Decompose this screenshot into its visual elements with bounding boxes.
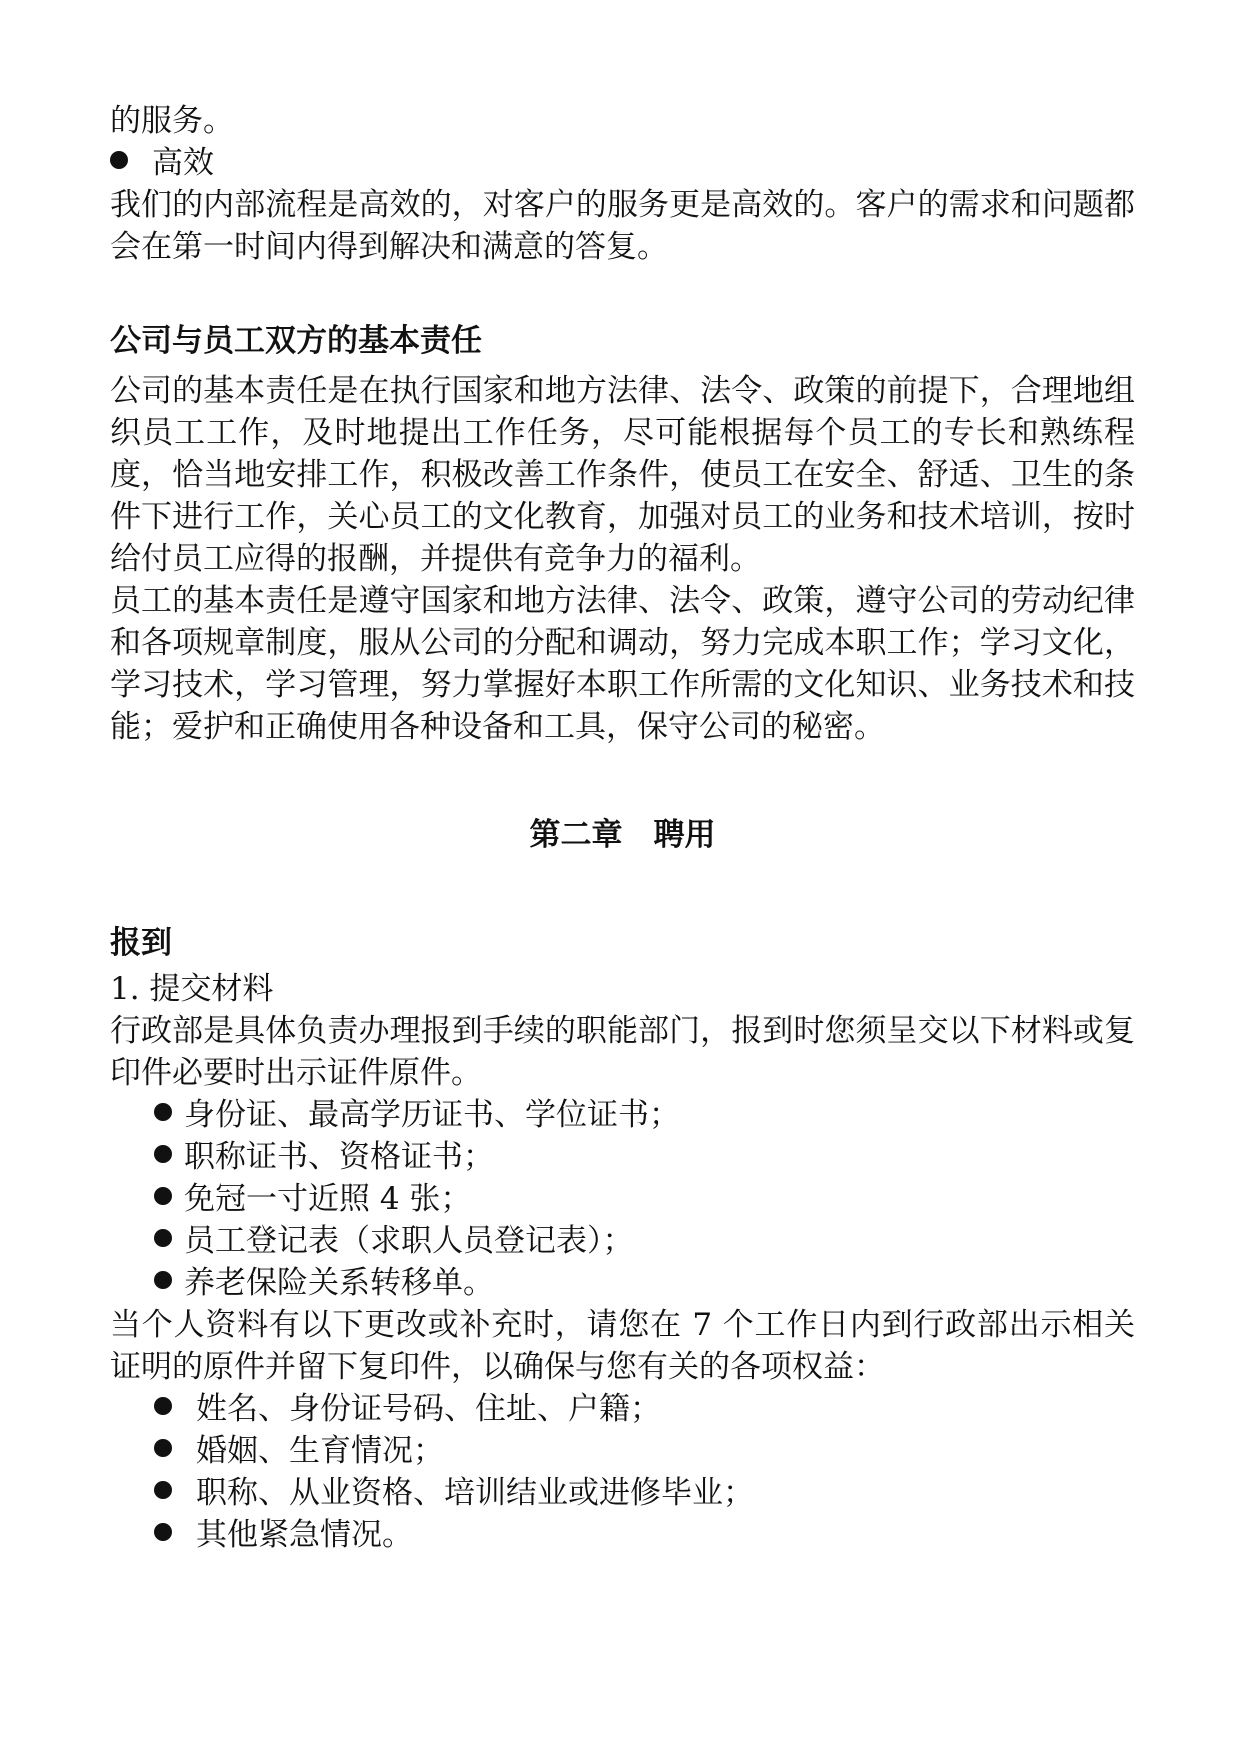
bullet-dot-icon (154, 1481, 172, 1499)
list-item (110, 1094, 1135, 1136)
list-item-text: 姓名、身份证号码、住址、户籍； (196, 1391, 661, 1427)
list-item-text: 其他紧急情况。 (196, 1517, 413, 1553)
bullet-dot-icon (154, 1103, 172, 1121)
document-page (110, 100, 1135, 1556)
list-item-text: 职称证书、资格证书； (184, 1139, 494, 1175)
continued-text: 的服务。 (110, 103, 234, 139)
list-item (110, 1220, 1135, 1262)
report-heading: 报到 (110, 925, 172, 961)
bullet-label: 高效 (152, 145, 214, 181)
bullet-efficiency (110, 142, 1135, 184)
chapter-title: 第二章 聘用 (529, 817, 716, 853)
responsibilities-heading: 公司与员工双方的基本责任 (110, 323, 482, 359)
list-item (110, 1388, 1135, 1430)
bullet-dot-icon (154, 1145, 172, 1163)
bullet-dot-icon (154, 1271, 172, 1289)
materials-intro-paragraph: 行政部是具体负责办理报到手续的职能部门，报到时您须呈交以下材料或复印件必要时出示证件原件。 (110, 1013, 1135, 1091)
list-item (110, 1514, 1135, 1556)
list-item (110, 1472, 1135, 1514)
company-responsibility-paragraph: 公司的基本责任是在执行国家和地方法律、法令、政策的前提下，合理地组织员工工作，及时地提出工作任务，尽可能根据每个员工的专长和熟练程度，恰当地安排工作，积极改善工作条件，使员工在安全、舒适、卫生的条件下进行工作，关心员工的文化教育，加强对员工的业务和技术培训，按时给付员工应得的报酬，并提供有竞争力的福利。 (110, 373, 1135, 577)
bullet-dot-icon (154, 1187, 172, 1205)
employee-responsibility-paragraph: 员工的基本责任是遵守国家和地方法律、法令、政策，遵守公司的劳动纪律和各项规章制度，服从公司的分配和调动，努力完成本职工作；学习文化，学习技术，学习管理，努力掌握好本职工作所需的文化知识、业务技术和技能；爱护和正确使用各种设备和工具，保守公司的秘密。 (110, 583, 1135, 745)
bullet-dot-icon (154, 1229, 172, 1247)
list-item-text: 免冠一寸近照 4 张； (184, 1181, 472, 1217)
list-item-text: 职称、从业资格、培训结业或进修毕业； (196, 1475, 754, 1511)
efficiency-paragraph: 我们的内部流程是高效的，对客户的服务更是高效的。客户的需求和问题都会在第一时间内得到解决和满意的答复。 (110, 187, 1135, 265)
step-label: 1. 提交材料 (110, 971, 274, 1007)
changes-list (110, 1388, 1135, 1556)
bullet-dot-icon (154, 1439, 172, 1457)
bullet-dot-icon (110, 151, 128, 169)
list-item-text: 婚姻、生育情况； (196, 1433, 444, 1469)
list-item (110, 1178, 1135, 1220)
list-item-text: 身份证、最高学历证书、学位证书； (184, 1097, 680, 1133)
changes-intro-paragraph: 当个人资料有以下更改或补充时，请您在 7 个工作日内到行政部出示相关证明的原件并留下复印件，以确保与您有关的各项权益： (110, 1307, 1135, 1385)
list-item (110, 1430, 1135, 1472)
bullet-dot-icon (154, 1523, 172, 1541)
materials-list (110, 1094, 1135, 1304)
list-item (110, 1136, 1135, 1178)
bullet-dot-icon (154, 1397, 172, 1415)
list-item (110, 1262, 1135, 1304)
list-item-text: 养老保险关系转移单。 (184, 1265, 494, 1301)
list-item-text: 员工登记表（求职人员登记表）； (184, 1223, 634, 1259)
